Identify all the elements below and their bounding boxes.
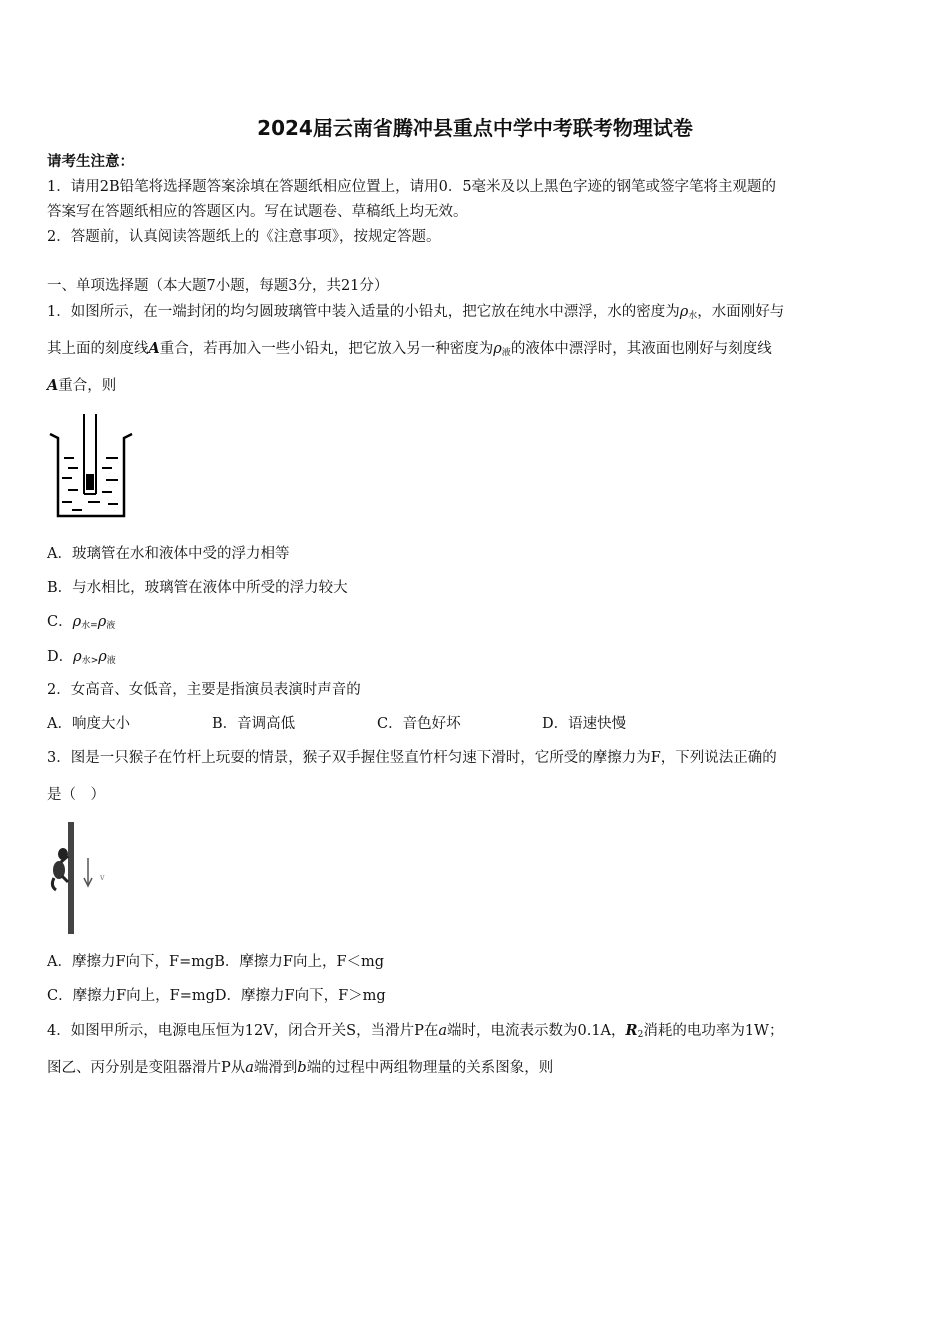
q2-stem: 2．女高音、女低音，主要是指演员表演时声音的 [47, 682, 361, 698]
q2-option-d: D．语速快慢 [542, 716, 627, 732]
notice-item-2: 2．答题前，认真阅读答题纸上的《注意事项》，按规定答题。 [47, 229, 441, 245]
q2-options [47, 714, 626, 734]
q1-option-a: A．玻璃管在水和液体中受的浮力相等 [47, 546, 290, 562]
q3-stem-line2: 是（ ） [47, 787, 105, 803]
q2-option-b: B．音调高低 [212, 716, 296, 732]
notice-item-1-cont: 答案写在答题纸相应的答题区内。写在试题卷、草稿纸上均无效。 [47, 204, 468, 220]
section1-heading: 一、单项选择题（本大题7小题，每题3分，共21分） [47, 278, 389, 294]
q3-options-cd: C．摩擦力F向上，F=mgD．摩擦力F向下，F＞mg [47, 988, 386, 1004]
q1-stem-line2: 其上面的刻度线A重合，若再加入一些小铅丸，把它放入另一种密度为$\rho_液$的液体中漂浮时，其液面也刚好与刻度线 [47, 340, 772, 358]
q1-stem-line3: A重合，则 [47, 377, 117, 394]
q3-figure-label: v [100, 873, 105, 882]
page-title: 2024届云南省腾冲县重点中学中考联考物理试卷 [257, 116, 693, 140]
q2-option-c: C．音色好坏 [377, 716, 461, 732]
q3-options-ab: A．摩擦力F向下，F=mgB．摩擦力F向上，F＜mg [47, 954, 385, 970]
q1-option-d: D．$\rho_{水>}\rho_液$ [47, 649, 116, 666]
q4-stem-line1: 4．如图甲所示，电源电压恒为12V，闭合开关S，当滑片P在a端时，电流表示数为0.1A，$R_2$消耗的电功率为1W； [47, 1022, 784, 1040]
notice-heading: 请考生注意： [47, 153, 134, 170]
q1-figure-beaker [48, 414, 138, 520]
q3-figure-monkey-pole [46, 820, 116, 936]
notice-item-1: 1．请用2B铅笔将选择题答案涂填在答题纸相应位置上，请用0．5毫米及以上黑色字迹的钢笔或签字笔将主观题的 [47, 179, 777, 195]
q3-stem-line1: 3．图是一只猴子在竹杆上玩耍的情景，猴子双手握住竖直竹杆匀速下滑时，它所受的摩擦力为F，下列说法正确的 [47, 750, 777, 766]
q1-option-b: B．与水相比，玻璃管在液体中所受的浮力较大 [47, 580, 348, 596]
q4-stem-line2: 图乙、丙分别是变阻器滑片P从a端滑到b端的过程中两组物理量的关系图象，则 [47, 1060, 554, 1076]
q1-option-c: C．$\rho_{水=}\rho_液$ [47, 614, 116, 631]
q2-option-a: A．响度大小 [47, 716, 130, 732]
q1-stem-line1: 1．如图所示，在一端封闭的均匀圆玻璃管中装入适量的小铅丸，把它放在纯水中漂浮，水的密度为$\rho_水$，水面刚好与 [47, 304, 785, 321]
